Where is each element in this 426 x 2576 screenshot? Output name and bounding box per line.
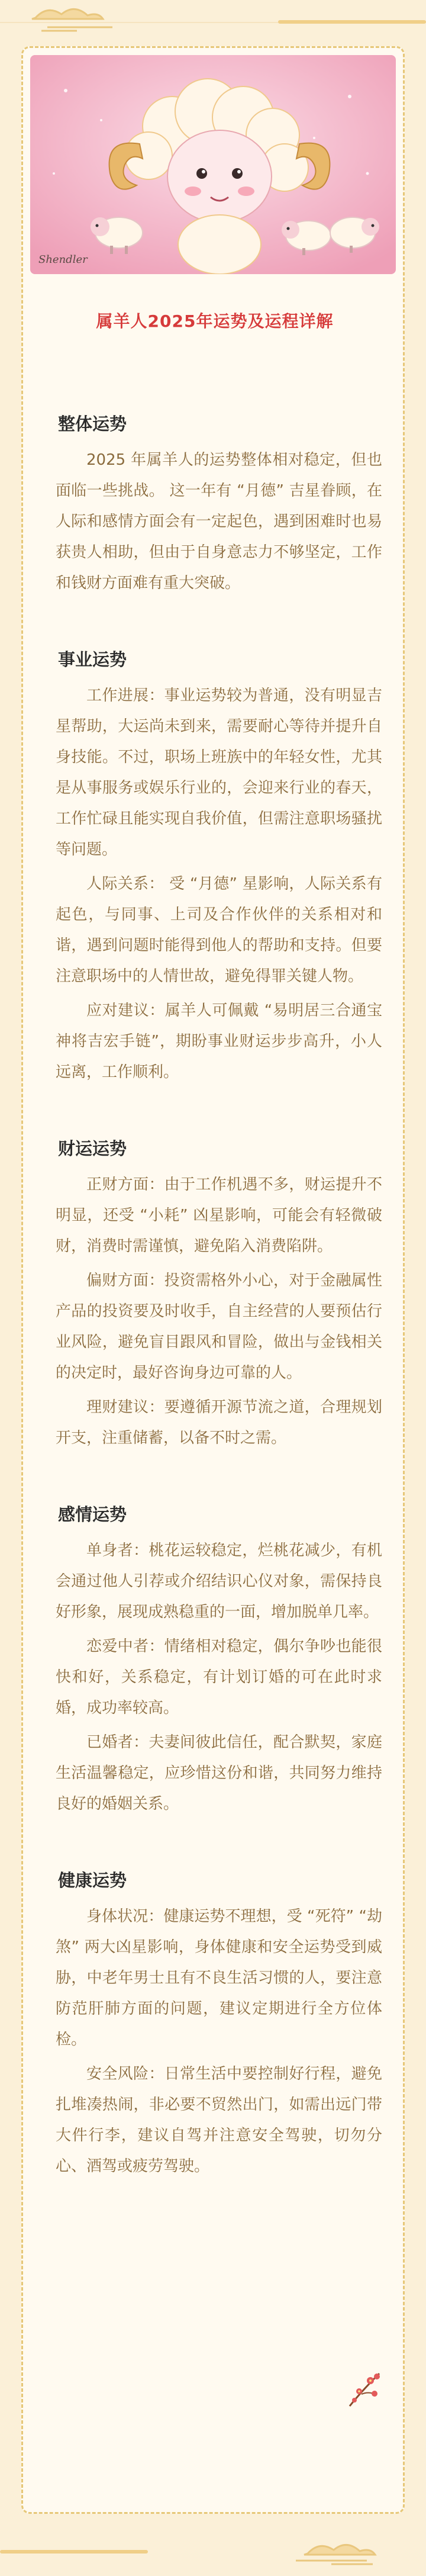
article-title: 属羊人2025年运势及运程详解 [96,311,334,331]
section-health [56,1866,382,2182]
banner-illustration [30,55,396,274]
paragraph: 已婚者：夫妻间彼此信任，配合默契，家庭生活温馨稳定，应珍惜这份和谐，共同努力维持良好的婚姻关系。 [56,1734,382,1813]
section-heading: 感情运势 [58,1504,127,1525]
paragraph: 恋爱中者：情绪相对稳定，偶尔争吵也能很快和好，关系稳定，有计划订婚的可在此时求婚，成功率较高。 [56,1638,382,1717]
bottom-decoration [0,2526,426,2574]
top-decoration [0,0,426,41]
paragraph: 安全风险：日常生活中要控制好行程，避免扎堆凑热闹，非必要不贸然出门，如需出远门带大件行李，建议自驾并注意安全驾驶，切勿分心、酒驾或疲劳驾驶。 [56,2065,382,2175]
section-heading: 财运运势 [58,1139,127,1159]
section-love [56,1500,382,1819]
artist-signature: Shendler [38,253,88,266]
paragraph: 单身者：桃花运较稳定，烂桃花减少，有机会通过他人引荐或介绍结识心仪对象，需保持良好形象，展现成熟稳重的一面，增加脱单几率。 [56,1542,382,1621]
cloud-ornament-icon [0,0,426,41]
paragraph: 工作进展：事业运势较为普通，没有明显吉星帮助，大运尚未到来，需要耐心等待并提升自身技能。不过，职场上班族中的年轻女性，尤其是从事服务或娱乐行业的，会迎来行业的春天，工作忙碌且能实现自我价值，但需注意职场骚扰等问题。 [56,687,382,858]
section-career [56,645,382,1088]
section-heading: 健康运势 [58,1870,127,1890]
plum-blossom-decoration [344,2368,385,2411]
paragraph: 正财方面：由于工作机遇不多，财运提升不明显，还受 “小耗” 凶星影响，可能会有轻微破财，消费时需谨慎，避免陷入消费陷阱。 [56,1176,382,1255]
sheep-illustration-icon [30,55,396,274]
article-card [21,46,405,2514]
paragraph: 理财建议：要遵循开源节流之道，合理规划开支，注重储蓄，以备不时之需。 [56,1398,382,1447]
paragraph: 人际关系： 受 “月德” 星影响，人际关系有起色，与同事、上司及合作伙伴的关系相对和谐，遇到问题时能得到他人的帮助和支持。但要注意职场中的人情世故，避免得罪关键人物。 [56,875,382,985]
paragraph: 偏财方面：投资需格外小心，对于金融属性产品的投资要及时收手，自主经营的人要预估行业风险，避免盲目跟风和冒险，做出与金钱相关的决定时，最好咨询身边可靠的人。 [56,1272,382,1382]
cloud-ornament-icon [0,2526,426,2574]
paragraph: 2025 年属羊人的运势整体相对稳定，但也面临一些挑战。 这一年有 “月德” 吉星眷顾，在人际和感情方面会有一定起色，遇到困难时也易获贵人相助，但由于自身意志力不够坚定，工作和钱财方面难有重大突破。 [56,451,382,592]
section-heading: 整体运势 [58,414,127,434]
plum-blossom-icon [344,2368,385,2409]
section-overall [56,409,382,599]
paragraph: 应对建议：属羊人可佩戴 “易明居三合通宝神将吉宏手链”，期盼事业财运步步高升，小人远离，工作顺利。 [56,1002,382,1081]
article-content [56,409,382,2185]
paragraph: 身体状况：健康运势不理想，受 “死符” “劫煞” 两大凶星影响，身体健康和安全运势受到威胁，中老年男士且有不良生活习惯的人，要注意防范肝肺方面的问题，建议定期进行全方位体检。 [56,1908,382,2048]
section-wealth [56,1134,382,1453]
section-heading: 事业运势 [58,649,127,670]
